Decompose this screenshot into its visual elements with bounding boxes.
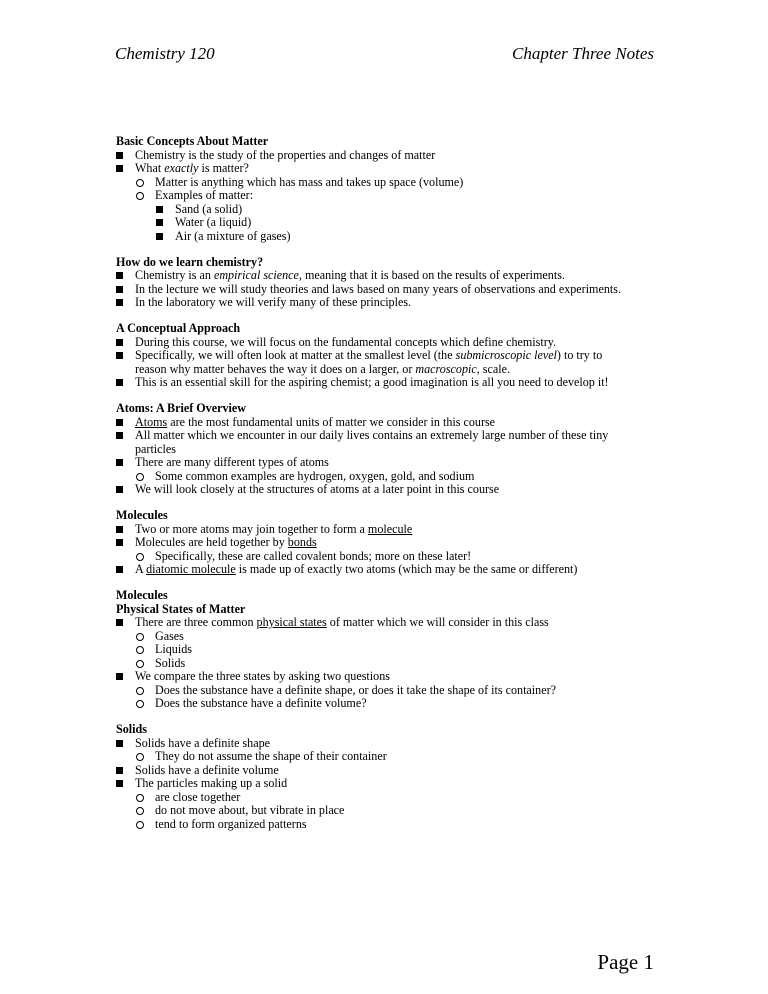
bullet-text: They do not assume the shape of their container	[155, 749, 387, 763]
sub-bullet-item	[116, 657, 676, 671]
notes-body	[116, 135, 676, 844]
chapter-title: Chapter Three Notes	[512, 44, 654, 63]
sub-bullet-item	[116, 818, 676, 832]
bullet-text: Two or more atoms may join together to form a	[135, 521, 368, 536]
section-heading: A Conceptual Approach	[116, 321, 241, 335]
sub-sub-bullet-item	[116, 216, 676, 230]
sub-bullet-item	[116, 804, 676, 818]
circle-bullet-icon	[136, 633, 144, 641]
bullet-text: Solids	[155, 655, 186, 670]
circle-bullet-icon	[136, 179, 144, 187]
square-bullet-icon	[116, 619, 123, 626]
bullet-text: , scale.	[476, 361, 510, 376]
bullet-text: All matter which we encounter in our daily lives contains an extremely large number of these tiny	[135, 428, 609, 442]
bullet-text: Specifically, these are called covalent bonds; more on these later!	[155, 548, 472, 563]
square-bullet-icon	[116, 539, 123, 546]
bullet-text: In the laboratory we will verify many of these principles.	[135, 295, 412, 309]
bullet-text: Specifically, we will often look at matter at the smallest level (the	[135, 348, 456, 362]
square-bullet-icon	[116, 419, 123, 426]
bullet-continuation	[116, 363, 676, 377]
bullet-text: tend to form organized patterns	[155, 816, 307, 831]
bullet-item	[116, 349, 676, 363]
square-bullet-icon	[116, 379, 123, 386]
bullet-text: Does the substance have a definite volume?	[155, 696, 367, 710]
section-heading: Molecules	[116, 588, 168, 602]
circle-bullet-icon	[136, 660, 144, 668]
bullet-item	[116, 483, 676, 497]
bullet-text: Chemistry is an	[135, 268, 214, 282]
underlined-term: molecule	[367, 521, 413, 536]
sub-bullet-item	[116, 643, 676, 657]
section-subheading: Physical States of Matter	[116, 601, 246, 616]
bullet-text: Solids have a definite volume	[135, 762, 279, 777]
bullet-text: Matter is anything which has mass and takes up space (volume)	[155, 174, 464, 189]
square-bullet-icon	[116, 780, 123, 787]
square-bullet-icon	[116, 432, 123, 439]
section-heading: Solids	[116, 722, 147, 736]
sub-sub-bullet-item	[116, 203, 676, 217]
bullet-text: Molecules are held together by	[135, 535, 288, 549]
bullet-text: The particles making up a solid	[135, 776, 288, 790]
bullet-text: of matter which we will consider in this class	[326, 615, 549, 629]
bullet-item	[116, 456, 676, 470]
bullet-item	[116, 536, 676, 550]
square-bullet-icon	[116, 152, 123, 159]
bullet-text: Examples of matter:	[155, 188, 254, 202]
square-bullet-icon	[116, 352, 123, 359]
bullet-text: There are many different types of atoms	[135, 455, 329, 469]
circle-bullet-icon	[136, 700, 144, 708]
bullet-item	[116, 162, 676, 176]
section-heading: Atoms: A Brief Overview	[116, 401, 246, 415]
bullet-text: meaning that it is based on the results of experiments.	[301, 268, 565, 282]
course-title: Chemistry 120	[115, 44, 215, 63]
bullet-text: do not move about, but vibrate in place	[155, 803, 345, 817]
bullet-text: We will look closely at the structures of atoms at a later point in this course	[135, 482, 500, 496]
bullet-text: Solids have a definite shape	[135, 735, 271, 750]
section-molecules	[116, 509, 676, 577]
circle-bullet-icon	[136, 646, 144, 654]
circle-bullet-icon	[136, 473, 144, 481]
section-solids	[116, 723, 676, 831]
square-bullet-icon	[156, 206, 163, 213]
emphasis-text: submicroscopic level	[455, 348, 557, 362]
section-conceptual-approach	[116, 322, 676, 390]
bullet-text: ) to try to	[556, 348, 603, 362]
underlined-term: physical states	[256, 615, 327, 629]
bullet-item	[116, 283, 676, 297]
bullet-item	[116, 149, 676, 163]
square-bullet-icon	[116, 673, 123, 680]
page-header	[115, 44, 654, 68]
square-bullet-icon	[116, 165, 123, 172]
bullet-text: We compare the three states by asking two questions	[135, 669, 390, 683]
bullet-item	[116, 429, 676, 443]
bullet-text: Air (a mixture of gases)	[175, 228, 291, 243]
bullet-text: In the lecture we will study theories and laws based on many years of observations and experiments.	[135, 281, 621, 296]
square-bullet-icon	[116, 740, 123, 747]
circle-bullet-icon	[136, 753, 144, 761]
section-learn-chemistry	[116, 256, 676, 310]
bullet-item	[116, 563, 676, 577]
square-bullet-icon	[116, 486, 123, 493]
sub-bullet-item	[116, 550, 676, 564]
section-heading: Basic Concepts About Matter	[116, 134, 269, 148]
bullet-item	[116, 269, 676, 283]
section-heading: How do we learn chemistry?	[116, 254, 264, 269]
square-bullet-icon	[156, 219, 163, 226]
bullet-text: This is an essential skill for the aspiring chemist; a good imagination is all you need to develop it!	[135, 375, 609, 389]
bullet-item	[116, 764, 676, 778]
bullet-text: During this course, we will focus on the fundamental concepts which define chemistry.	[135, 334, 557, 349]
sub-bullet-item	[116, 189, 676, 203]
section-physical-states	[116, 589, 676, 711]
bullet-text: particles	[135, 441, 176, 456]
bullet-item	[116, 376, 676, 390]
emphasis-text: exactly	[164, 161, 199, 175]
bullet-text: are the most fundamental units of matter we consider in this course	[167, 414, 496, 429]
sub-bullet-item	[116, 176, 676, 190]
square-bullet-icon	[116, 767, 123, 774]
bullet-text: Some common examples are hydrogen, oxygen, gold, and sodium	[155, 468, 475, 483]
bullet-text: reason why matter behaves the way it does on a larger, or	[135, 361, 416, 376]
bullet-item	[116, 737, 676, 751]
bullet-item	[116, 616, 676, 630]
bullet-text: What	[135, 161, 165, 175]
square-bullet-icon	[116, 286, 123, 293]
bullet-text: Does the substance have a definite shape, or does it take the shape of its container?	[155, 682, 556, 697]
circle-bullet-icon	[136, 192, 144, 200]
square-bullet-icon	[116, 459, 123, 466]
sub-bullet-item	[116, 684, 676, 698]
section-basic-concepts	[116, 135, 676, 243]
sub-bullet-item	[116, 750, 676, 764]
bullet-text: Gases	[155, 628, 184, 643]
bullet-text: is matter?	[198, 161, 249, 175]
square-bullet-icon	[116, 299, 123, 306]
square-bullet-icon	[116, 566, 123, 573]
bullet-item	[116, 336, 676, 350]
square-bullet-icon	[116, 339, 123, 346]
bullet-item	[116, 523, 676, 537]
circle-bullet-icon	[136, 687, 144, 695]
circle-bullet-icon	[136, 821, 144, 829]
square-bullet-icon	[116, 526, 123, 533]
bullet-text: is made up of exactly two atoms (which may be the same or different)	[235, 562, 578, 576]
page-number: Page 1	[597, 950, 654, 974]
sub-sub-bullet-item	[116, 230, 676, 244]
bullet-item	[116, 416, 676, 430]
bullet-text: Liquids	[155, 642, 192, 656]
square-bullet-icon	[116, 272, 123, 279]
emphasis-text: macroscopic	[415, 361, 477, 376]
bullet-text: Sand (a solid)	[175, 201, 243, 216]
bullet-text: There are three common	[135, 615, 257, 629]
bullet-continuation	[116, 443, 676, 457]
bullet-item	[116, 296, 676, 310]
emphasis-text: empirical science,	[213, 268, 302, 282]
underlined-term: bonds	[287, 535, 317, 549]
underlined-term: Atoms	[135, 414, 168, 429]
bullet-item	[116, 777, 676, 791]
bullet-text: Chemistry is the study of the properties and changes of matter	[135, 147, 436, 162]
circle-bullet-icon	[136, 794, 144, 802]
bullet-text: are close together	[155, 789, 241, 804]
bullet-item	[116, 670, 676, 684]
sub-bullet-item	[116, 630, 676, 644]
sub-bullet-item	[116, 470, 676, 484]
circle-bullet-icon	[136, 807, 144, 815]
sub-bullet-item	[116, 791, 676, 805]
circle-bullet-icon	[136, 553, 144, 561]
sub-bullet-item	[116, 697, 676, 711]
section-heading: Molecules	[116, 508, 168, 522]
section-atoms	[116, 402, 676, 497]
underlined-term: diatomic molecule	[146, 562, 236, 576]
bullet-text: A	[135, 562, 147, 576]
bullet-text: Water (a liquid)	[175, 215, 252, 229]
square-bullet-icon	[156, 233, 163, 240]
